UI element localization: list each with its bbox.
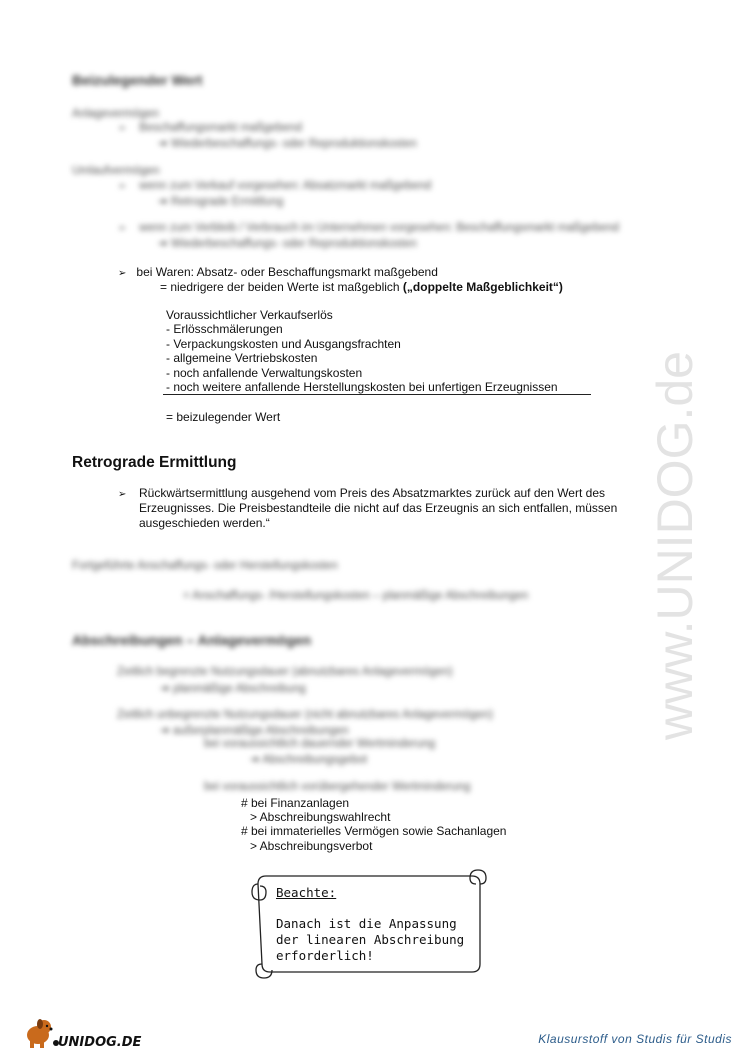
calc-sum-rule bbox=[163, 394, 591, 395]
umlauf-bullet-1-sub: ➔ Retrograde Ermittlung bbox=[158, 196, 284, 208]
calc-item: - noch anfallende Verwaltungskosten bbox=[166, 366, 363, 380]
finanz-line: # bei Finanzanlagen bbox=[241, 796, 350, 810]
fortgefuehrt-label: Fortgeführte Anschaffungs- oder Herstellungskosten bbox=[72, 560, 338, 572]
finanz-line: > Abschreibungswahlrecht bbox=[250, 810, 391, 824]
waren-line-2: = niedrigere der beiden Werte ist maßgeblich („doppelte Maßgeblichkeit“) bbox=[160, 280, 563, 294]
heading-abschreibungen: Abschreibungen – Anlagevermögen bbox=[72, 632, 312, 648]
retrograde-line: ausgeschieden werden.“ bbox=[139, 516, 270, 530]
unbegrenzt-label: Zeitlich unbegrenzte Nutzungsdauer (nicht abnutzbares Anlagevermögen) bbox=[117, 709, 493, 721]
dauernd-sub: ➔ Abschreibungsgebot bbox=[250, 754, 368, 766]
heading-retrograde-ermittlung: Retrograde Ermittlung bbox=[72, 454, 237, 471]
fortgefuehrt-formula: = Anschaffungs- /Herstellungskosten – planmäßige Abschreibungen bbox=[183, 590, 529, 602]
voruebergehend-label: bei voraussichtlich vorübergehender Wertminderung bbox=[204, 781, 471, 793]
unbegrenzt-sub: ➔ außerplanmäßige Abschreibungen bbox=[160, 725, 349, 737]
finanz-line: > Abschreibungsverbot bbox=[250, 839, 373, 853]
anlage-bullet-1: ➢ Beschaffungsmarkt maßgebend bbox=[118, 122, 302, 134]
begrenzt-label: Zeitlich begrenzte Nutzungsdauer (abnutzbares Anlagevermögen) bbox=[117, 666, 453, 678]
retrograde-line: Erzeugnisses. Die Preisbestandteile die nicht auf das Erzeugnis an sich entfallen, müssen bbox=[139, 501, 618, 515]
unidog-logo bbox=[20, 1013, 160, 1053]
watermark bbox=[612, 250, 732, 750]
retrograde-line: ➢ bbox=[118, 489, 127, 500]
label-umlaufvermoegen: Umlaufvermögen bbox=[72, 165, 160, 177]
heading-beizulegender-wert: Beizulegender Wert bbox=[72, 72, 203, 88]
calc-item: - Erlösschmälerungen bbox=[166, 322, 283, 336]
svg-text:UNIDOG.DE: UNIDOG.DE bbox=[58, 1035, 142, 1050]
label-anlagevermoegen: Anlagevermögen bbox=[72, 108, 159, 120]
finanz-line: # bei immaterielles Vermögen sowie Sachanlagen bbox=[241, 824, 507, 838]
umlauf-bullet-2: ➢ wenn zum Verbleib / Verbrauch im Unternehmen vorgesehen: Beschaffungsmarkt maßgebend bbox=[118, 222, 620, 234]
umlauf-bullet-1: ➢ wenn zum Verkauf vorgesehen: Absatzmarkt maßgebend bbox=[118, 180, 432, 192]
retrograde-line: Rückwärtsermittlung ausgehend vom Preis des Absatzmarktes zurück auf den Wert des bbox=[139, 486, 605, 500]
begrenzt-sub: ➔ planmäßige Abschreibung bbox=[160, 683, 306, 695]
waren-bullet: ➢ bei Waren: Absatz- oder Beschaffungsmarkt maßgebend bbox=[118, 265, 438, 279]
calc-item: - Verpackungskosten und Ausgangsfrachten bbox=[166, 337, 401, 351]
calc-item: Voraussichtlicher Verkaufserlös bbox=[166, 308, 333, 322]
calc-item: - noch weitere anfallende Herstellungskosten bei unfertigen Erzeugnissen bbox=[166, 380, 558, 394]
svg-text:www.UNIDOG.de: www.UNIDOG.de bbox=[647, 351, 703, 740]
note-title: Beachte: bbox=[276, 885, 337, 900]
anlage-bullet-1-sub: ➔ Wiederbeschaffungs- oder Reproduktionskosten bbox=[158, 138, 417, 150]
note-line: erforderlich! bbox=[276, 948, 374, 963]
note-line: der linearen Abschreibung bbox=[276, 932, 465, 947]
calc-item: - allgemeine Vertriebskosten bbox=[166, 351, 318, 365]
footer-tagline: Klausurstoff von Studis für Studis bbox=[538, 1032, 732, 1046]
note-line: Danach ist die Anpassung bbox=[276, 916, 457, 931]
dauernd-label: bei voraussichtlich dauernder Wertminderung bbox=[204, 738, 436, 750]
umlauf-bullet-2-sub: ➔ Wiederbeschaffungs- oder Reproduktionskosten bbox=[158, 238, 417, 250]
calc-result: = beizulegender Wert bbox=[166, 410, 281, 424]
